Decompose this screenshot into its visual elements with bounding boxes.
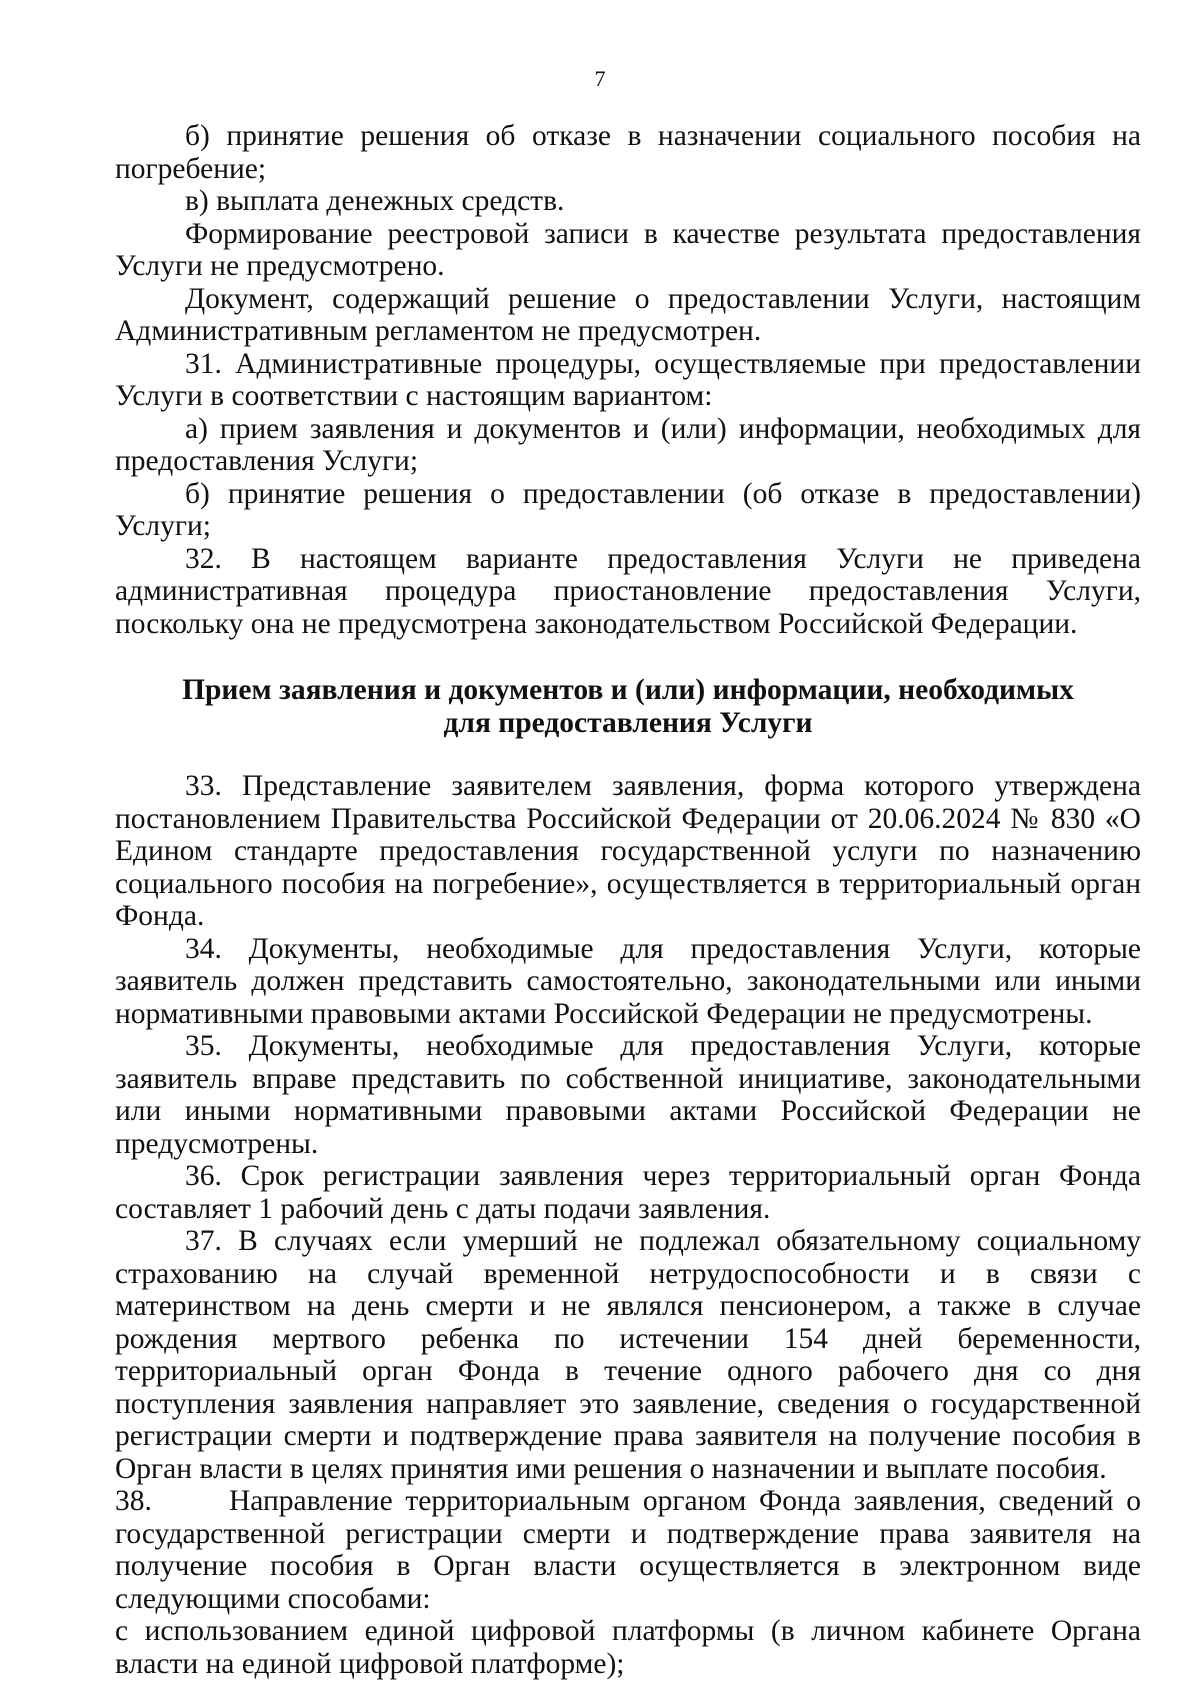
- paragraph-35: 35. Документы, необходимые для предоставления Услуги, которые заявитель вправе представить по собственной инициативе, законодательными или иными нормативными правовыми актами Российской Федерации не предусмотрены.: [115, 1030, 1141, 1160]
- paragraph-38-number: 38.: [115, 1485, 152, 1517]
- page-number: 7: [594, 66, 606, 91]
- paragraph-36: 36. Срок регистрации заявления через территориальный орган Фонда составляет 1 рабочий день с даты подачи заявления.: [115, 1160, 1141, 1225]
- paragraph-31-b: б) принятие решения о предоставлении (об отказе в предоставлении) Услуги;: [115, 477, 1141, 542]
- paragraph-digital-platform: с использованием единой цифровой платформы (в личном кабинете Органа власти на единой цифровой платформе);: [115, 1615, 1141, 1680]
- paragraph-decision-document: Документ, содержащий решение о предоставлении Услуги, настоящим Административным регламентом не предусмотрен.: [115, 282, 1141, 347]
- section-heading: Прием заявления и документов и (или) информации, необходимых для предоставления Услуги: [182, 674, 1074, 739]
- paragraph-31: 31. Административные процедуры, осуществляемые при предоставлении Услуги в соответствии с настоящим вариантом:: [115, 347, 1141, 412]
- paragraph-34: 34. Документы, необходимые для предоставления Услуги, которые заявитель должен представить самостоятельно, законодательными или иными нормативными правовыми актами Российской Федерации не предусмотрены.: [115, 932, 1141, 1030]
- paragraph-31-a: а) прием заявления и документов и (или) информации, необходимых для предоставления Услуги;: [115, 412, 1141, 477]
- paragraph-32: 32. В настоящем варианте предоставления Услуги не приведена административная процедура приостановление предоставления Услуги, поскольку она не предусмотрена законодательством Российской Федерации.: [115, 542, 1141, 640]
- paragraph-38-text: Направление территориальным органом Фонда заявления, сведений о государственной регистрации смерти и подтверждение права заявителя на получение пособия в Орган власти осуществляется в электронном виде следующими способами:: [115, 1485, 1141, 1615]
- paragraph-33: 33. Представление заявителем заявления, форма которого утверждена постановлением Правительства Российской Федерации от 20.06.2024 № 830 «О Едином стандарте предоставления государственной услуги по назначению социального пособия на погребение», осуществляется в территориальный орган Фонда.: [115, 770, 1141, 932]
- paragraph-v-payment: в) выплата денежных средств.: [185, 185, 565, 217]
- paragraph-37: 37. В случаях если умерший не подлежал обязательному социальному страхованию на случай временной нетрудоспособности и в связи с материнством на день смерти и не являлся пенсионером, а также в случае рождения мертвого ребенка по истечении 154 дней беременности, территориальный орган Фонда в течение одного рабочего дня со дня поступления заявления направляет это заявление, сведения о государственной регистрации смерти и подтверждение права заявителя на получение пособия в Орган власти в целях принятия ими решения о назначении и выплате пособия.: [115, 1225, 1141, 1485]
- paragraph-registry-record: Формирование реестровой записи в качестве результата предоставления Услуги не предусмотрено.: [115, 217, 1141, 282]
- paragraph-38: [115, 1485, 1141, 1615]
- paragraph-b-refusal: б) принятие решения об отказе в назначении социального пособия на погребение;: [115, 120, 1141, 185]
- document-body: [115, 120, 1141, 1680]
